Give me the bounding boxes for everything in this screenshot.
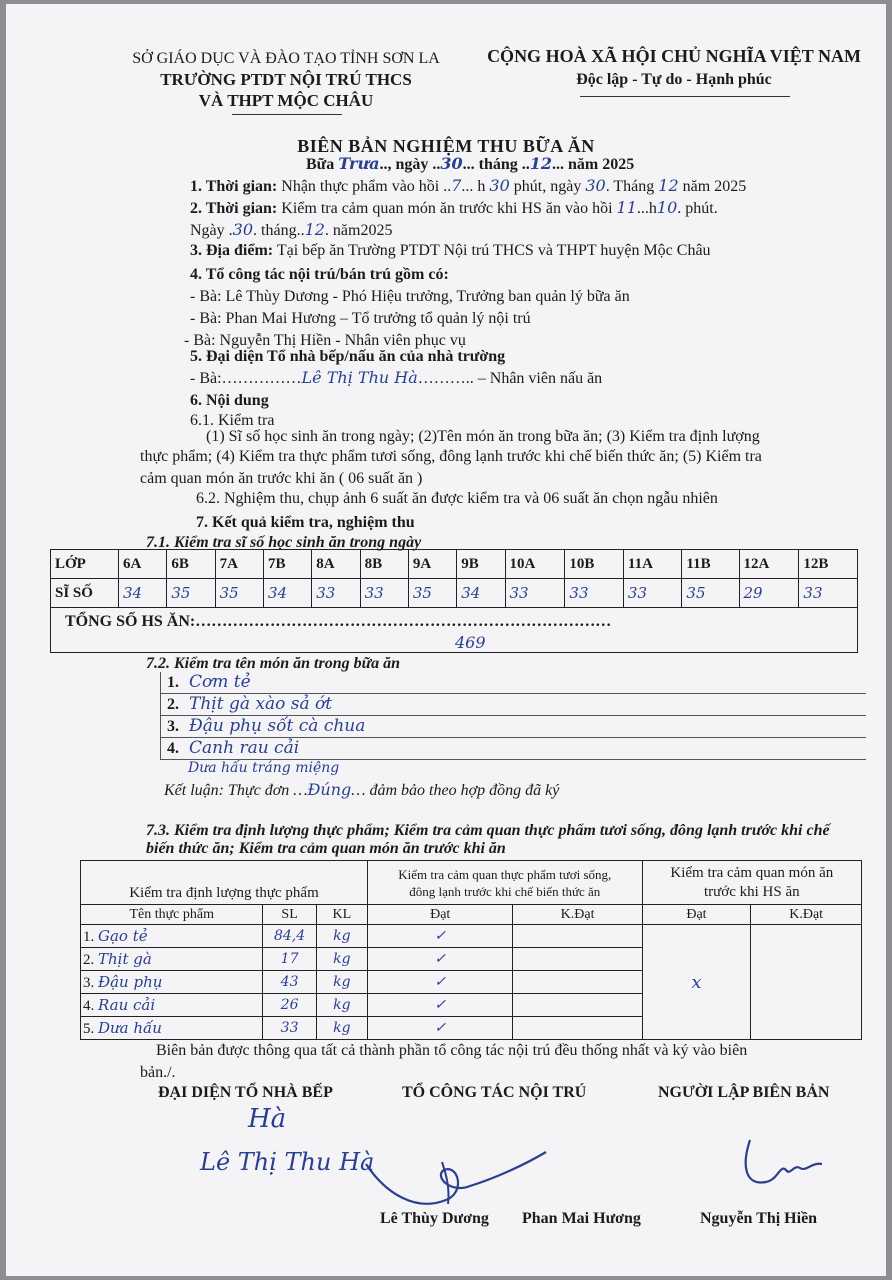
- signature-author: [736, 1134, 836, 1194]
- food-fresh-fail: [513, 994, 642, 1017]
- motto: Độc lập - Tự do - Hạnh phúc: [576, 71, 772, 88]
- food-sl: 26: [263, 994, 316, 1017]
- food-table-col-header: [81, 905, 862, 925]
- food-sl: 43: [263, 971, 316, 994]
- count-cell: 33: [312, 579, 360, 608]
- class-cell: 12B: [799, 550, 858, 579]
- dish-item: [160, 738, 866, 760]
- class-cell: 11A: [623, 550, 682, 579]
- col-fresh-pass: Đạt: [367, 905, 513, 925]
- header-right: [484, 46, 864, 89]
- item-2-month-label: . tháng..: [253, 222, 305, 239]
- food-name: Rau cải: [98, 995, 156, 1014]
- food-row: [81, 925, 862, 948]
- food-kl: kg: [316, 948, 367, 971]
- food-fresh-fail: [513, 925, 642, 948]
- header-fresh: [367, 861, 642, 905]
- item-1-day-label: phút, ngày: [509, 178, 586, 195]
- class-cell: 6B: [167, 550, 215, 579]
- item-3: [190, 242, 711, 260]
- item-1-minute: 30: [489, 176, 510, 195]
- food-fresh-pass: ✓: [367, 925, 513, 948]
- col-sense-pass: Đạt: [642, 905, 751, 925]
- col-kl: KL: [316, 905, 367, 925]
- member-2: - Bà: Phan Mai Hương – Tổ trưởng tổ quản lý nội trú: [190, 310, 531, 327]
- school-name-line2: VÀ THPT MỘC CHÂU: [198, 91, 374, 110]
- header-quantity: Kiểm tra định lượng thực phẩm: [81, 861, 368, 905]
- menu-conclusion: [164, 780, 559, 800]
- class-cell: 7A: [215, 550, 263, 579]
- item-1-h: ... h: [461, 178, 490, 195]
- dish-number: 2.: [167, 696, 179, 713]
- food-number: 2.: [83, 951, 95, 968]
- count-cell: 34: [263, 579, 311, 608]
- section-7-3-line1: 7.3. Kiểm tra định lượng thực phẩm; Kiểm tra cảm quan thực phẩm tươi sống, đông lạnh trước khi chế: [146, 822, 830, 839]
- count-cell: 33: [565, 579, 624, 608]
- dish-name: Đậu phụ sốt cà chua: [189, 716, 366, 736]
- food-name: Gạo tẻ: [98, 926, 148, 945]
- food-number: 3.: [83, 974, 95, 991]
- count-cell: 34: [119, 579, 167, 608]
- count-cell: 35: [408, 579, 456, 608]
- col-food-name: Tên thực phẩm: [81, 905, 263, 925]
- section-7-2: 7.2. Kiểm tra tên món ăn trong bữa ăn: [146, 655, 401, 672]
- item-2-day: 30: [232, 220, 254, 239]
- count-cell: 33: [505, 579, 565, 608]
- meal-line: [306, 154, 634, 174]
- count-cell: 35: [215, 579, 263, 608]
- signer-head-author: NGƯỜI LẬP BIÊN BẢN: [658, 1084, 830, 1101]
- food-sl: 33: [263, 1017, 316, 1040]
- item-2-phut: . phút.: [677, 200, 718, 217]
- food-name-cell: [81, 925, 263, 948]
- header-left: [116, 48, 456, 111]
- food-kl: kg: [316, 925, 367, 948]
- signature-kitchen-full: Lê Thị Thu Hà: [200, 1148, 375, 1176]
- item-1: [190, 176, 746, 196]
- count-cell: 34: [457, 579, 505, 608]
- class-cell: 6A: [119, 550, 167, 579]
- class-cell: 10A: [505, 550, 565, 579]
- dish-item: [160, 716, 866, 738]
- class-row: [51, 550, 858, 579]
- dish-number: 4.: [167, 740, 179, 757]
- item-2-date: [190, 220, 392, 240]
- closing-line2: bản./.: [140, 1064, 176, 1081]
- dish-item: [160, 694, 866, 716]
- food-name: Thịt gà: [98, 949, 152, 968]
- header-sensory: [642, 861, 861, 905]
- count-cell: 35: [167, 579, 215, 608]
- dish-name: Canh rau cải: [189, 738, 300, 758]
- month-label: ... tháng ..: [462, 156, 530, 173]
- cook-role: ……….. – Nhân viên nấu ăn: [417, 370, 603, 387]
- item-5-label: 5. Đại diện Tổ nhà bếp/nấu ăn của nhà trường: [190, 348, 506, 365]
- section-6-2: 6.2. Nghiệm thu, chụp ảnh 6 suất ăn được kiểm tra và 06 suất ăn chọn ngẫu nhiên: [196, 490, 718, 507]
- header-right-underline: [580, 96, 790, 97]
- total-box: [50, 607, 858, 653]
- item-2-hour: 11: [616, 198, 637, 217]
- item-2-date-label: Ngày .: [190, 222, 233, 239]
- section-6-1-line2: thực phẩm; (4) Kiểm tra thực phẩm tươi sống, đông lạnh trước khi chế biến thức ăn; (5) Kiểm tra: [140, 448, 762, 465]
- signer-name-huong: Phan Mai Hương: [522, 1210, 641, 1227]
- food-name-cell: [81, 1017, 263, 1040]
- header-fresh-line2: đông lạnh trước khi chế biến thức ăn: [409, 883, 601, 899]
- dish-name: Cơm tẻ: [189, 672, 251, 692]
- signer-name-hien: Nguyễn Thị Hiền: [700, 1210, 818, 1227]
- item-1-text: Nhận thực phẩm vào hồi ..: [277, 178, 452, 195]
- class-cell: 7B: [263, 550, 311, 579]
- food-fresh-fail: [513, 948, 642, 971]
- count-cell: 33: [623, 579, 682, 608]
- class-cell: 8A: [312, 550, 360, 579]
- food-fresh-pass: ✓: [367, 1017, 513, 1040]
- signer-head-committee: TỔ CÔNG TÁC NỘI TRÚ: [402, 1084, 587, 1101]
- cook-name: Lê Thị Thu Hà: [301, 368, 418, 387]
- item-2-minute: 10: [656, 198, 678, 217]
- count-row-label: SĨ SỐ: [51, 579, 119, 608]
- food-kl: kg: [316, 971, 367, 994]
- total-label: TỔNG SỐ HS ĂN:……………………………………………………………………: [65, 613, 612, 630]
- item-2-text: Kiểm tra cảm quan món ăn trước khi HS ăn vào hồi: [277, 200, 617, 217]
- dept-name: SỞ GIÁO DỤC VÀ ĐÀO TẠO TỈNH SƠN LA: [132, 50, 440, 67]
- food-kl: kg: [316, 1017, 367, 1040]
- header-sensory-line1: Kiểm tra cảm quan món ăn: [670, 864, 834, 881]
- member-1: - Bà: Lê Thùy Dương - Phó Hiệu trưởng, Trưởng ban quản lý bữa ăn: [190, 288, 630, 305]
- count-cell: 35: [682, 579, 739, 608]
- section-6-1: 6.1. Kiểm tra: [190, 412, 275, 429]
- item-2-h: ...h: [636, 200, 657, 217]
- count-cell: 33: [360, 579, 408, 608]
- header-fresh-line1: Kiểm tra cảm quan thực phẩm tươi sống,: [398, 866, 612, 882]
- item-7-label: 7. Kết quả kiểm tra, nghiệm thu: [196, 514, 415, 531]
- conclusion-label: Kết luận: Thực đơn …: [164, 782, 308, 799]
- meal-label: Bữa: [306, 156, 339, 173]
- food-table-group-header: [81, 861, 862, 905]
- year-label: ... năm 2025: [552, 156, 635, 173]
- count-cell: 33: [799, 579, 858, 608]
- member-3: - Bà: Nguyễn Thị Hiền - Nhân viên phục vụ: [184, 332, 466, 349]
- signature-kitchen-short: Hà: [248, 1104, 287, 1134]
- section-7-1: 7.1. Kiểm tra sĩ số học sinh ăn trong ngày: [146, 534, 422, 551]
- meal-value: Trưa: [338, 154, 380, 173]
- food-fresh-fail: [513, 1017, 642, 1040]
- item-1-hour: 7: [451, 176, 462, 195]
- food-kl: kg: [316, 994, 367, 1017]
- document-page: [6, 4, 886, 1276]
- food-fresh-fail: [513, 971, 642, 994]
- header-sensory-line2: trước khi HS ăn: [703, 883, 800, 900]
- dish-list: [160, 672, 866, 760]
- item-1-day: 30: [585, 176, 606, 195]
- food-fresh-pass: ✓: [367, 948, 513, 971]
- item-3-text: Tại bếp ăn Trường PTDT Nội trú THCS và THPT huyện Mộc Châu: [273, 242, 711, 259]
- day-value: 30: [440, 154, 463, 173]
- class-cell: 11B: [682, 550, 739, 579]
- count-cell: 29: [739, 579, 799, 608]
- signer-head-kitchen: ĐẠI DIỆN TỔ NHÀ BẾP: [158, 1084, 333, 1101]
- dessert: Dưa hấu tráng miệng: [188, 760, 340, 776]
- conclusion-value: Đúng: [307, 780, 352, 799]
- header-left-underline: [232, 114, 342, 115]
- class-count-table: [50, 549, 858, 608]
- section-7-3-line2: biến thức ăn; Kiểm tra cảm quan món ăn trước khi ăn: [146, 840, 506, 857]
- item-1-month: 12: [658, 176, 679, 195]
- item-1-year: năm 2025: [678, 178, 747, 195]
- food-fresh-pass: ✓: [367, 994, 513, 1017]
- item-4-label: 4. Tổ công tác nội trú/bán trú gồm có:: [190, 266, 449, 283]
- food-number: 4.: [83, 997, 95, 1014]
- col-sl: SL: [263, 905, 316, 925]
- food-sl: 17: [263, 948, 316, 971]
- item-3-label: 3. Địa điểm:: [190, 242, 274, 259]
- food-check-table: [80, 860, 862, 1040]
- food-number: 5.: [83, 1020, 95, 1037]
- class-cell: 12A: [739, 550, 799, 579]
- cook-prefix: - Bà:……………: [190, 370, 302, 387]
- item-1-label: 1. Thời gian:: [190, 178, 278, 195]
- class-cell: 9B: [457, 550, 505, 579]
- sensory-pass-mark: x: [642, 925, 751, 1040]
- food-name-cell: [81, 948, 263, 971]
- conclusion-text: … đảm bảo theo hợp đồng đã ký: [351, 782, 560, 799]
- food-name: Dưa hấu: [98, 1018, 162, 1037]
- food-number: 1.: [83, 928, 95, 945]
- class-cell: 10B: [565, 550, 624, 579]
- closing-line1: Biên bản được thông qua tất cả thành phần tổ công tác nội trú đều thống nhất và ký vào biên: [156, 1042, 748, 1059]
- class-cell: 8B: [360, 550, 408, 579]
- dish-number: 3.: [167, 718, 179, 735]
- food-name-cell: [81, 994, 263, 1017]
- class-cell: 9A: [408, 550, 456, 579]
- dish-item: [160, 672, 866, 694]
- count-row: [51, 579, 858, 608]
- item-2-year: . năm2025: [324, 222, 393, 239]
- item-5-cook: [190, 368, 602, 388]
- item-2-label: 2. Thời gian:: [190, 200, 278, 217]
- document-title: BIÊN BẢN NGHIỆM THU BỮA ĂN: [297, 136, 595, 156]
- dish-name: Thịt gà xào sả ớt: [189, 694, 333, 714]
- item-6-label: 6. Nội dung: [190, 392, 269, 409]
- food-fresh-pass: ✓: [367, 971, 513, 994]
- sensory-fail-cell: [751, 925, 862, 1040]
- food-sl: 84,4: [263, 925, 316, 948]
- nation-name: CỘNG HOÀ XÃ HỘI CHỦ NGHĨA VIỆT NAM: [487, 46, 861, 66]
- signer-name-duong: Lê Thùy Dương: [380, 1210, 489, 1227]
- section-6-1-line3: cảm quan món ăn trước khi ăn ( 06 suất ăn ): [140, 470, 423, 487]
- total-value: 469: [455, 633, 486, 652]
- school-name-line1: TRƯỜNG PTDT NỘI TRÚ THCS: [160, 70, 412, 89]
- section-6-1-line1: (1) Sĩ số học sinh ăn trong ngày; (2)Tên món ăn trong bữa ăn; (3) Kiểm tra định lượng: [206, 428, 760, 445]
- food-name-cell: [81, 971, 263, 994]
- item-2: [190, 198, 718, 218]
- item-2-month: 12: [304, 220, 325, 239]
- col-sense-fail: K.Đạt: [751, 905, 862, 925]
- day-label: .., ngày ..: [379, 156, 441, 173]
- dish-number: 1.: [167, 674, 179, 691]
- item-1-month-label: . Tháng: [605, 178, 659, 195]
- class-row-label: LỚP: [51, 550, 119, 579]
- food-name: Đậu phụ: [98, 972, 163, 991]
- month-value: 12: [529, 154, 553, 173]
- col-fresh-fail: K.Đạt: [513, 905, 642, 925]
